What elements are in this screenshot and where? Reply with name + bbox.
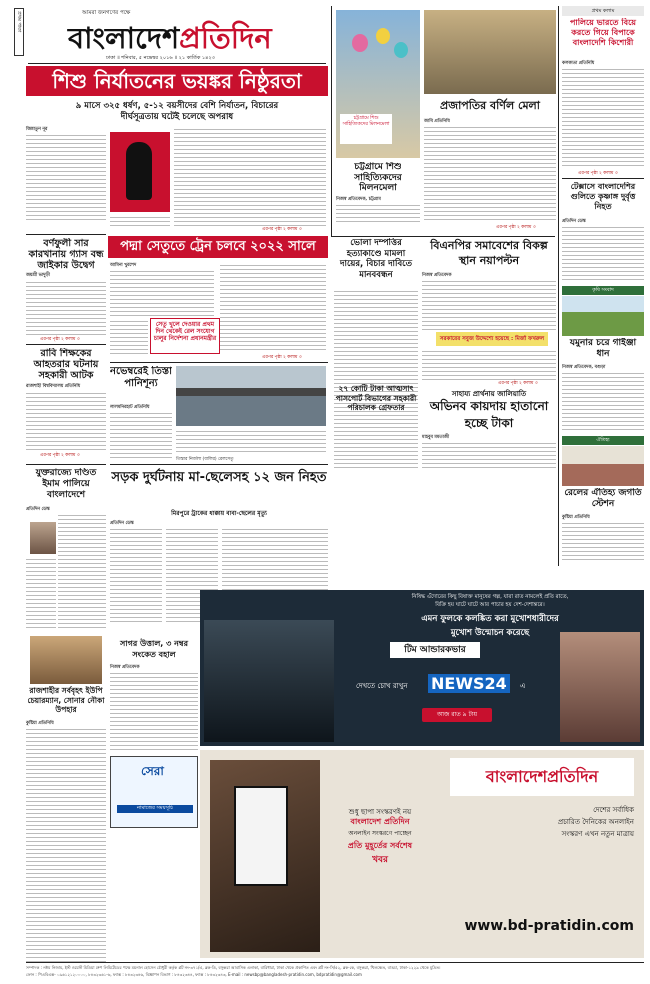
sagar-headline: সাগর উত্তাল, ৩ নম্বর সংকেত বহাল [120, 639, 188, 659]
passport-headline: ২৭ কোটি টাকা আত্মসাৎ পাসপোর্ট বিভাগের সহকারী পরিচালক গ্রেফতার [335, 384, 417, 412]
rule-right-1 [562, 178, 644, 179]
road-body-1 [110, 526, 162, 622]
padma-body-1 [110, 268, 214, 316]
web-slogan1: শুধু ছাপা সংস্করণই নয় [348, 808, 412, 816]
padma-body-3 [110, 318, 148, 354]
tv-ad-time: আজ রাত ৯ টায় [422, 708, 492, 722]
footer-rule [26, 962, 644, 963]
girl-body [562, 66, 644, 168]
lead-headline: শিশু নির্যাতনের ভয়ঙ্কর নিষ্ঠুরতা [26, 66, 328, 96]
railway-kicker: ঐতিহ্য [562, 436, 644, 445]
aid-kicker: সাহায্য প্রার্থনায় জালিয়াতি [451, 390, 527, 398]
rabi-headline: রাবি শিক্ষকের আহতরার ঘটনায় সহকারী আটক [33, 348, 99, 380]
masthead-logo [68, 16, 318, 55]
texas-body [562, 224, 644, 280]
aid-byline: মাহবুব মমতাজী [422, 435, 450, 440]
jute-byline: নিজস্ব প্রতিবেদক, বগুড়া [562, 365, 606, 370]
tv-ad-channel-logo: NEWS24 [428, 674, 510, 693]
imam-body [58, 512, 106, 630]
web-brand-logo-text: বাংলাদেশপ্রতিদিন [485, 767, 599, 786]
fertilizer-headline: বর্ণফুলী সার কারখানায় গ্যাস বন্ধ জাইকার উদ্বেগ [28, 238, 104, 270]
tv-ad-watch: দেখতে চোখ রাখুন [356, 682, 408, 690]
bnp-box: সরকারের সবুজ উদ্দেশ্যে হয়েছে : মির্জা ফখরুল [436, 332, 548, 346]
imam-body-2 [26, 556, 56, 630]
bnp-byline: নিজস্ব প্রতিবেদক [422, 273, 452, 278]
lead-subhead-1: ৯ মাসে ৩২৫ ধর্ষণ, ৫-১২ বয়সীদের বেশি নির্যাতন, বিচারের [75, 101, 279, 111]
dateline: ঢাকা ॥ শনিবার, ৫ নভেম্বর ২০১৬ ॥ ২১ কার্তিক ১৪২৩ [106, 55, 215, 61]
fair-headline: প্রজাপতির বর্ণিল মেলা [440, 99, 540, 112]
tv-ad-line3: এমন ফুলকে কলঙ্কিত করা মুখোশধারীদের [421, 614, 559, 624]
lead-body-col1 [26, 132, 106, 222]
rajshahi-headline: রাজশাহীর সর্ববৃহৎ ইউপি চেয়ারম্যান, সোনার নৌকা উপহার [27, 686, 105, 714]
railway-headline: রেলের ঐতিহ্য জগতি স্টেশন [564, 488, 642, 509]
tv-ad-line2: বিক্রি হয় ঘাটে ঘাটে আর পাচার হয় দেশ-দেশান্তরে। [435, 602, 545, 608]
poster-banner: চট্টগ্রামে শিশু সাহিত্যিকদের মিলনমেলা [340, 114, 392, 144]
sera-tag: নামাজের সময়সূচি [117, 805, 193, 813]
tv-ad-photo [204, 620, 334, 742]
web-tag3: সংস্করণ এখন নতুন মাত্রায় [561, 830, 634, 838]
bnp-body [422, 278, 556, 330]
lead-continued: এরপর পৃষ্ঠা ২ কলাম ৩ [262, 227, 302, 232]
web-slogan4: খবর [372, 855, 388, 865]
ctg-body [336, 202, 420, 224]
rule-middle-top [331, 6, 332, 236]
padma-byline: আমিনা খুরশেদ [110, 263, 137, 268]
sagar-byline: নিজস্ব প্রতিবেদক [110, 665, 140, 670]
tv-ad-badge: টিম আন্ডারকভার [390, 642, 480, 658]
tv-ad-suffix: এ [520, 682, 526, 690]
imam-photo [30, 522, 56, 554]
padma-quote-box [150, 318, 220, 354]
silhouette-icon [126, 142, 152, 200]
tv-ad-line4: মুখোশ উন্মোচন করেছে [450, 628, 530, 638]
web-slogan3: প্রতি মুহূর্তের সর্বশেষ [347, 841, 413, 850]
padma-continued: এরপর পৃষ্ঠা ২ কলাম ৩ [262, 355, 302, 360]
padma-body-2 [220, 262, 326, 352]
lead-body-col3 [110, 214, 170, 228]
girl-headline: পালিয়ে ভারতে বিয়ে করতে গিয়ে বিপাকে বাংলাদেশি কিশোরী [569, 18, 637, 47]
fair-body [424, 124, 556, 222]
masthead-rule [28, 63, 326, 64]
fair-continued: এরপর পৃষ্ঠা ২ কলাম ৩ [496, 225, 536, 230]
ctg-byline: নিজস্ব প্রতিবেদক, চট্টগ্রাম [336, 197, 381, 202]
logo-part-b: প্রতিদিন [179, 21, 272, 55]
teesta-body-2 [176, 428, 326, 454]
web-tag2: প্রচারিত দৈনিকের অনলাইন [557, 818, 634, 826]
girl-byline: কলকাতা প্রতিনিধি [562, 61, 595, 66]
texas-headline: টেক্সাসে বাংলাদেশির গুলিতে কৃষ্ণাঙ্গ দুর্বৃত্ত নিহত [570, 182, 636, 211]
teesta-caption: তিস্তার নির্জলা (বালির) রেলসেতু [176, 457, 234, 462]
teesta-body [110, 410, 172, 460]
balloon-icon [376, 28, 390, 44]
rule-left-2 [26, 344, 106, 345]
road-headline: সড়ক দুর্ঘটনায় মা-ছেলেসহ ১২ জন নিহত [111, 470, 327, 485]
phone-screen [234, 786, 288, 886]
road-sub: মিরপুরে ট্রাকের ধাক্কায় বাবা-ছেলের মৃত্যু [171, 510, 267, 517]
jute-photo [562, 296, 644, 336]
lead-subhead-2: দীর্ঘসূত্রতায় ঘটেই চলেছে অপরাধ [120, 112, 234, 122]
balloon-icon [394, 42, 408, 58]
footer-line2: ফোন : পিএবিএক্স- ০৯৬১২১২০০০০, ৮৪৩২৩৬১-৬, ফ্যাক্স : ৮৪৩২৩৪৬, বিজ্ঞাপন বিভাগ : ৮৪৩২৩৪৪, ফ্যাক্স : ৮৪৩২৩৪৩, E-mail : newsbp@bangladesh-pratidin.com, bdpratidin@gmail.com [26, 972, 362, 977]
railway-body [562, 520, 644, 560]
fertilizer-body [26, 279, 106, 335]
sagar-body [110, 670, 198, 752]
rajshahi-photo [30, 636, 102, 684]
jute-kicker: কৃষি সংবাদ [562, 286, 644, 295]
rule-left-3 [26, 464, 106, 465]
texas-byline: প্রতিদিন ডেস্ক [562, 219, 586, 224]
sera-ad [110, 756, 198, 828]
rajshahi-body [26, 726, 106, 962]
bnp-headline: বিএনপির সমাবেশের বিকল্প স্থান নয়াপল্টন [430, 239, 548, 267]
railway-byline: কুষ্টিয়া প্রতিনিধি [562, 515, 590, 520]
teesta-headline: নভেম্বরেই তিস্তা পানিশূন্য [110, 366, 172, 389]
tv-ad[interactable] [200, 590, 644, 746]
rabi-continued: এরপর পৃষ্ঠা ২ কলাম ৩ [40, 453, 80, 458]
murder-body [334, 288, 418, 470]
jute-body [562, 370, 644, 432]
masthead-tagline: আমরা জনগণের পক্ষে [82, 10, 131, 16]
girl-continued: এরপর পৃষ্ঠা ২ কলাম ৩ [578, 171, 618, 176]
girl-kicker: প্রথম কলাম [562, 6, 644, 16]
ctg-headline: চট্টগ্রামে শিশু সাহিত্যিকদের মিলনমেলা [354, 162, 402, 193]
balloon-icon [352, 34, 368, 52]
road-byline: প্রতিদিন ডেস্ক [110, 521, 134, 526]
side-tag: প্রথম পাতা [14, 8, 24, 56]
logo-part-a: বাংলাদেশ [68, 21, 180, 55]
rule-middle-2 [331, 236, 555, 237]
fair-byline: জাবি প্রতিনিধি [424, 119, 450, 124]
fertilizer-byline: জয়শ্রী ভাদুড়ী [26, 273, 50, 278]
padma-quote: সেতু খুলে দেওয়ার প্রথম দিন থেকেই রেল সংযোগ চালুর নির্দেশনা প্রধানমন্ত্রীর [153, 321, 217, 342]
tv-ad-line1: নিষিদ্ধ এঁদোরের কিছু বিষাক্ত মানুষের গল্প, যারা রাত নামলেই প্রতি রাতে, [411, 594, 569, 600]
web-ad[interactable] [200, 750, 644, 958]
teesta-byline: লালমনিরহাট প্রতিনিধি [110, 405, 150, 410]
web-slogan2: অনলাইন সংস্করণে পাচ্ছেন [348, 830, 412, 837]
bnp-body-2 [422, 348, 556, 380]
web-tag1: দেশের সর্বাধিক [593, 806, 634, 814]
web-url[interactable]: www.bd-pratidin.com [464, 918, 634, 934]
lead-body-col2 [174, 126, 326, 226]
rule-left-1 [26, 234, 106, 235]
tv-ad-woman-photo [560, 632, 640, 742]
aid-headline: অভিনব কায়দায় হাতানো হচ্ছে টাকা [429, 399, 549, 430]
fertilizer-continued: এরপর পৃষ্ঠা ২ কলাম ৩ [40, 337, 80, 342]
bridge-shape [176, 388, 326, 396]
rabi-body [26, 390, 106, 452]
footer-line1: সম্পাদক : নঈম নিজাম, ইস্ট ওয়েস্ট মিডিয়া গ্রুপ লিমিটেডের পক্ষে ময়নাল হোসেন চৌধুরী কর্তৃক প্লট নং-৩৭১/এ, ব্লক-ডি, বসুন্ধরা আবাসিক এলাকা, বারিধারা, ঢাকা থেকে প্রকাশিত এবং প্লট নং-সি/৫২, ব্লক-কে, বসুন্ধরা, খিলক্ষেত, বাড্ডা, ঢাকা-১২২৯ থেকে মুদ্রিত। [26, 965, 441, 970]
sera-logo: সেরা [141, 764, 164, 778]
web-brand: বাংলাদেশ প্রতিদিন [350, 817, 410, 826]
aid-body [422, 440, 556, 470]
imam-byline: প্রতিদিন ডেস্ক [26, 507, 50, 512]
fair-photo [424, 10, 556, 94]
rule-right [558, 6, 559, 566]
teesta-photo [176, 366, 326, 426]
lead-illustration [110, 132, 170, 212]
web-brand-logo [450, 758, 634, 796]
jute-headline: যমুনার চরে গাইঞ্জা ধান [569, 338, 637, 359]
imam-headline: যুক্তরাজ্যে দণ্ডিত ইমাম পালিয়ে বাংলাদেশে [35, 468, 97, 500]
rule-road [110, 464, 328, 465]
murder-headline: ভোলা দম্পত্তির হত্যাকাণ্ডে মামলা দায়ের, বিচার দাবিতে মানববন্ধন [340, 238, 412, 280]
rabi-byline: রাজশাহী বিশ্ববিদ্যালয় প্রতিনিধি [26, 384, 81, 389]
poster-photo [336, 10, 420, 158]
bnp-continued: এরপর পৃষ্ঠা ২ কলাম ৩ [498, 381, 538, 386]
railway-photo [562, 446, 644, 486]
rajshahi-byline: কুষ্টিয়া প্রতিনিধি [26, 721, 54, 726]
padma-headline: পদ্মা সেতুতে ট্রেন চলবে ২০২২ সালে [108, 236, 328, 258]
rule-teesta [110, 362, 328, 363]
lead-byline: জিন্নাতুন নূর [26, 127, 48, 132]
